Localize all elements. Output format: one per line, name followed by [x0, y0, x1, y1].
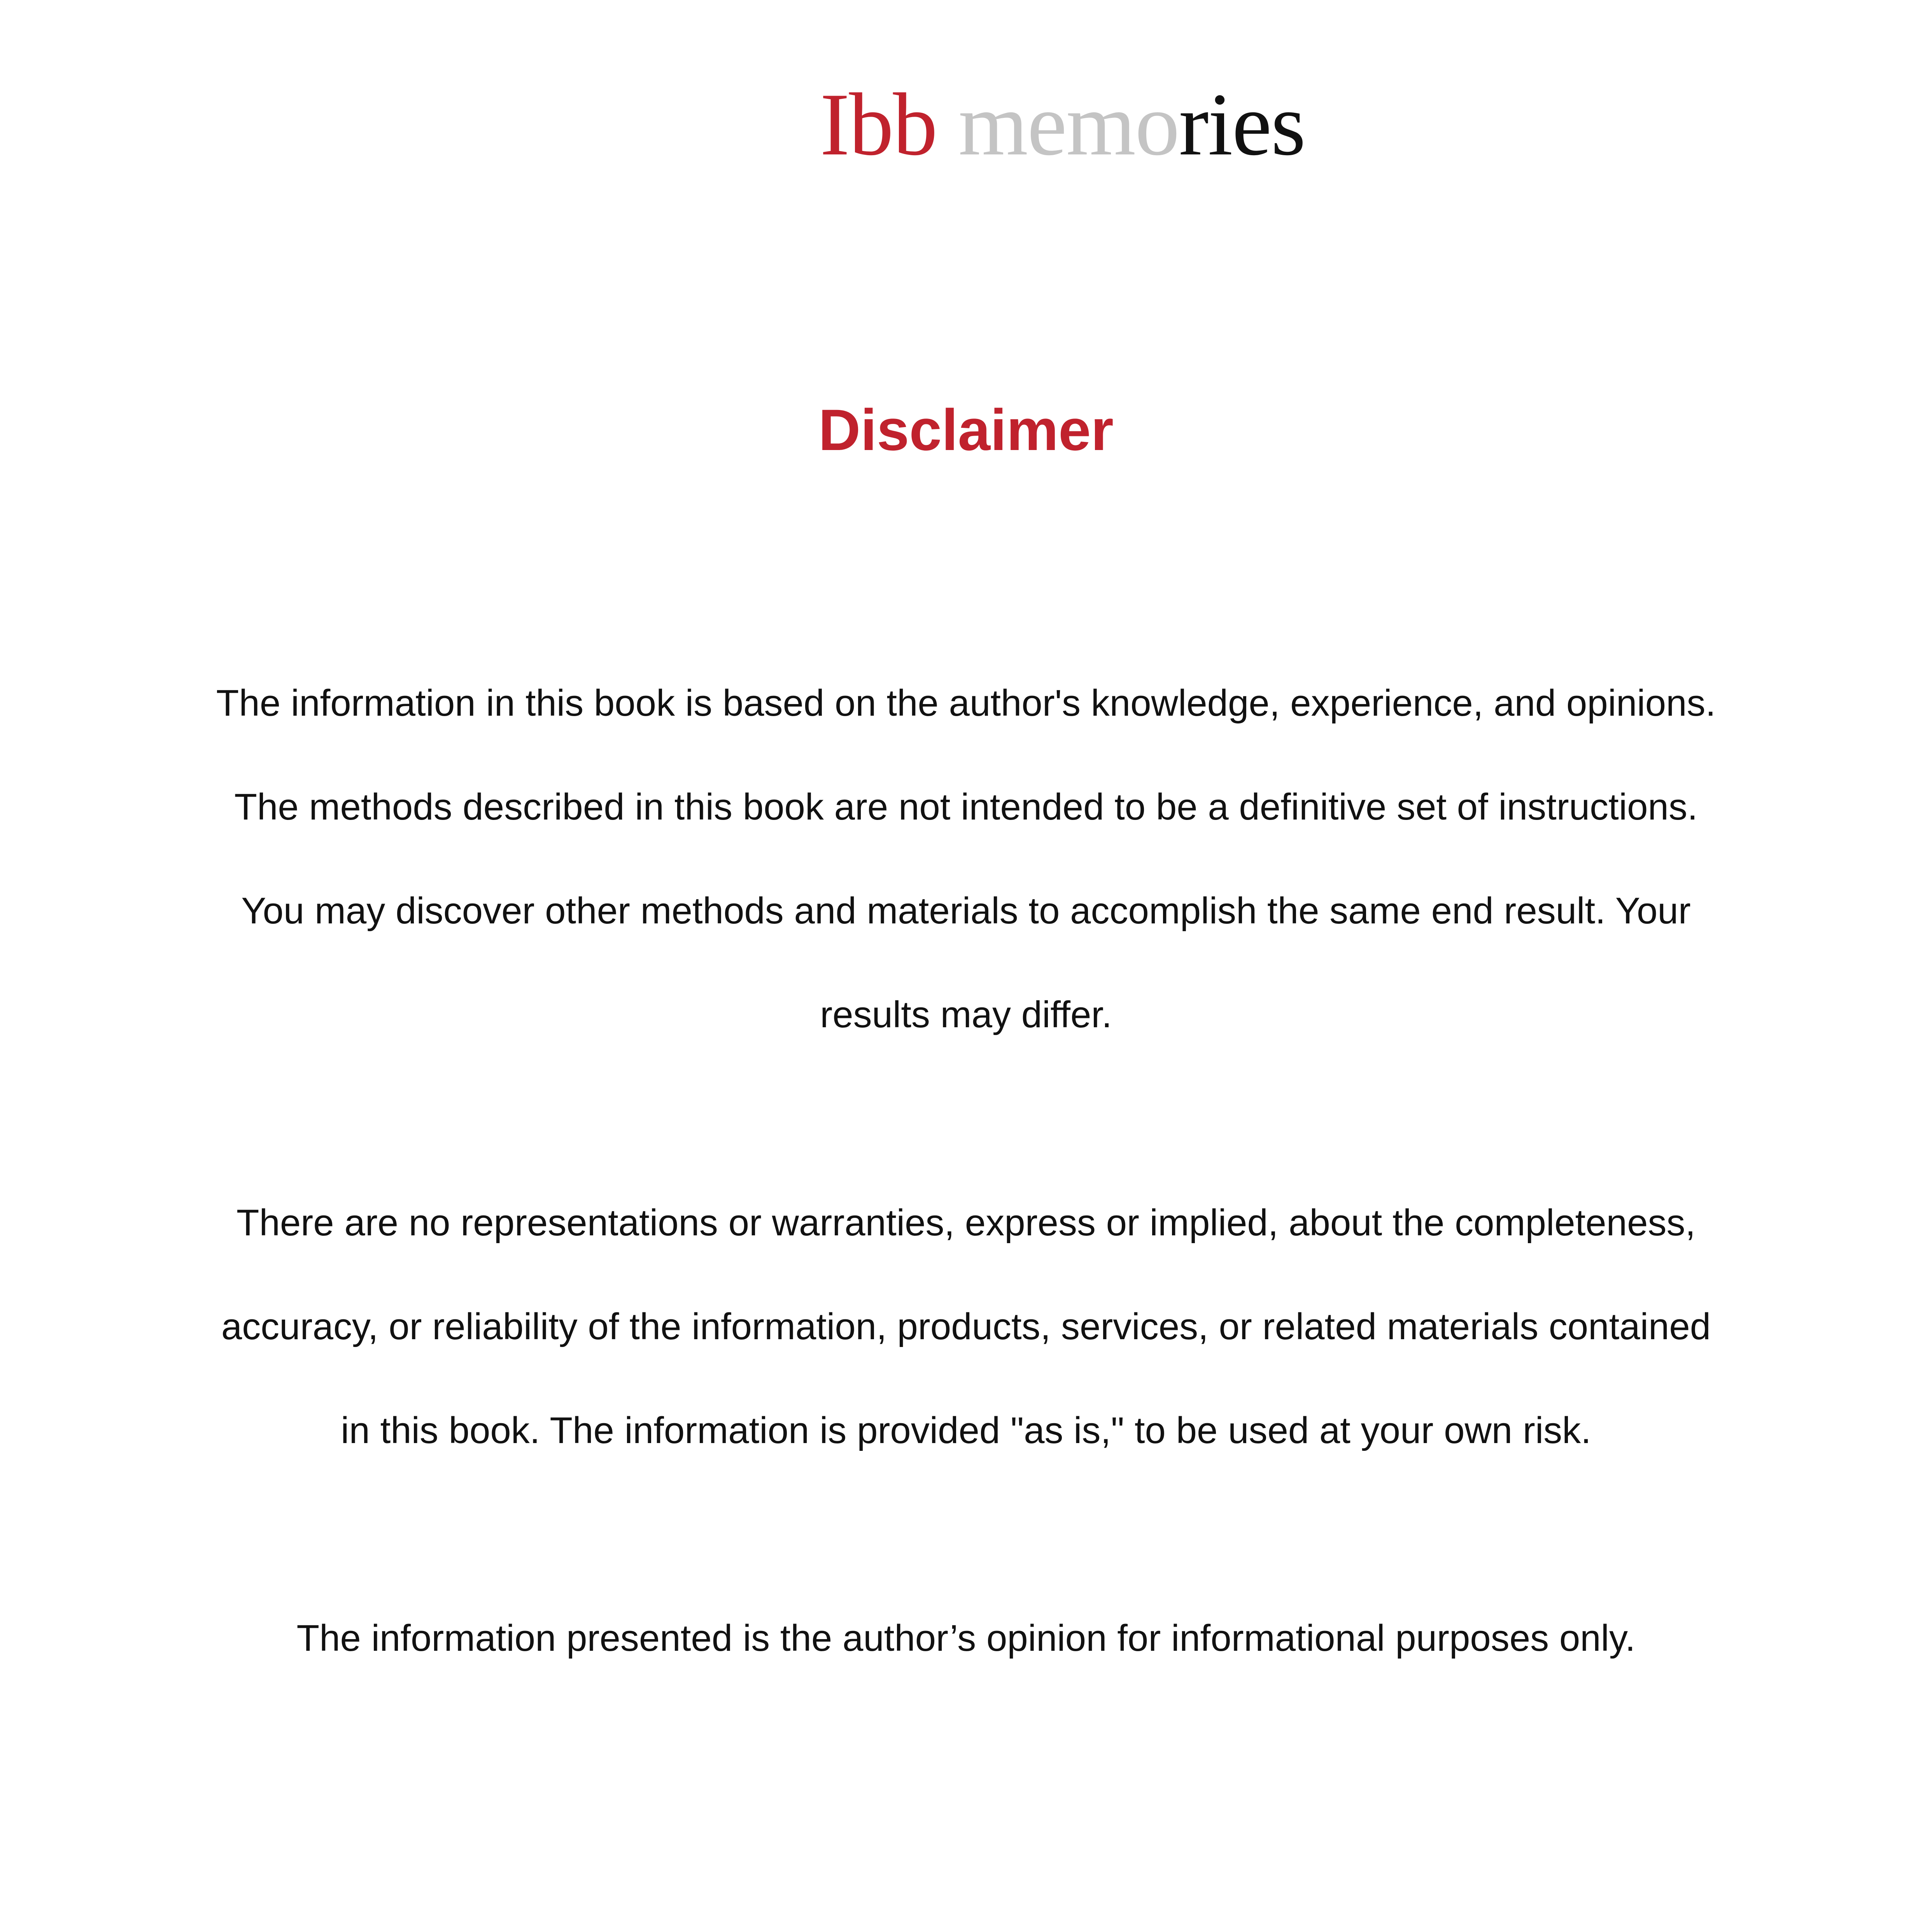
disclaimer-paragraph-2: [0, 1171, 1932, 1482]
paragraph-line: The information presented is the author’s opinion for informational purposes only.: [296, 1617, 1636, 1659]
paragraph-line: You may discover other methods and materials to accomplish the same end result. Your: [241, 890, 1691, 932]
paragraph-line: in this book. The information is provided "as is," to be used at your own risk.: [341, 1410, 1591, 1451]
brand-word-ibb: Ibb: [820, 75, 937, 174]
disclaimer-paragraph-1: [0, 651, 1932, 1067]
brand-logo: [820, 75, 1305, 174]
paragraph-line: accuracy, or reliability of the information, products, services, or related materials contained: [221, 1306, 1711, 1347]
brand-word-memo: memo: [958, 75, 1179, 174]
brand-space: [937, 75, 959, 174]
paragraph-line: results may differ.: [820, 994, 1112, 1035]
paragraph-line: The methods described in this book are not intended to be a definitive set of instructions.: [234, 786, 1698, 828]
paragraph-line: There are no representations or warranties, express or implied, about the completeness,: [236, 1202, 1696, 1244]
disclaimer-paragraph-3: [0, 1586, 1932, 1690]
paragraph-line: The information in this book is based on the author's knowledge, experience, and opinions.: [216, 682, 1716, 724]
page-title: Disclaimer: [818, 397, 1114, 462]
brand-word-ries: ries: [1179, 75, 1305, 174]
